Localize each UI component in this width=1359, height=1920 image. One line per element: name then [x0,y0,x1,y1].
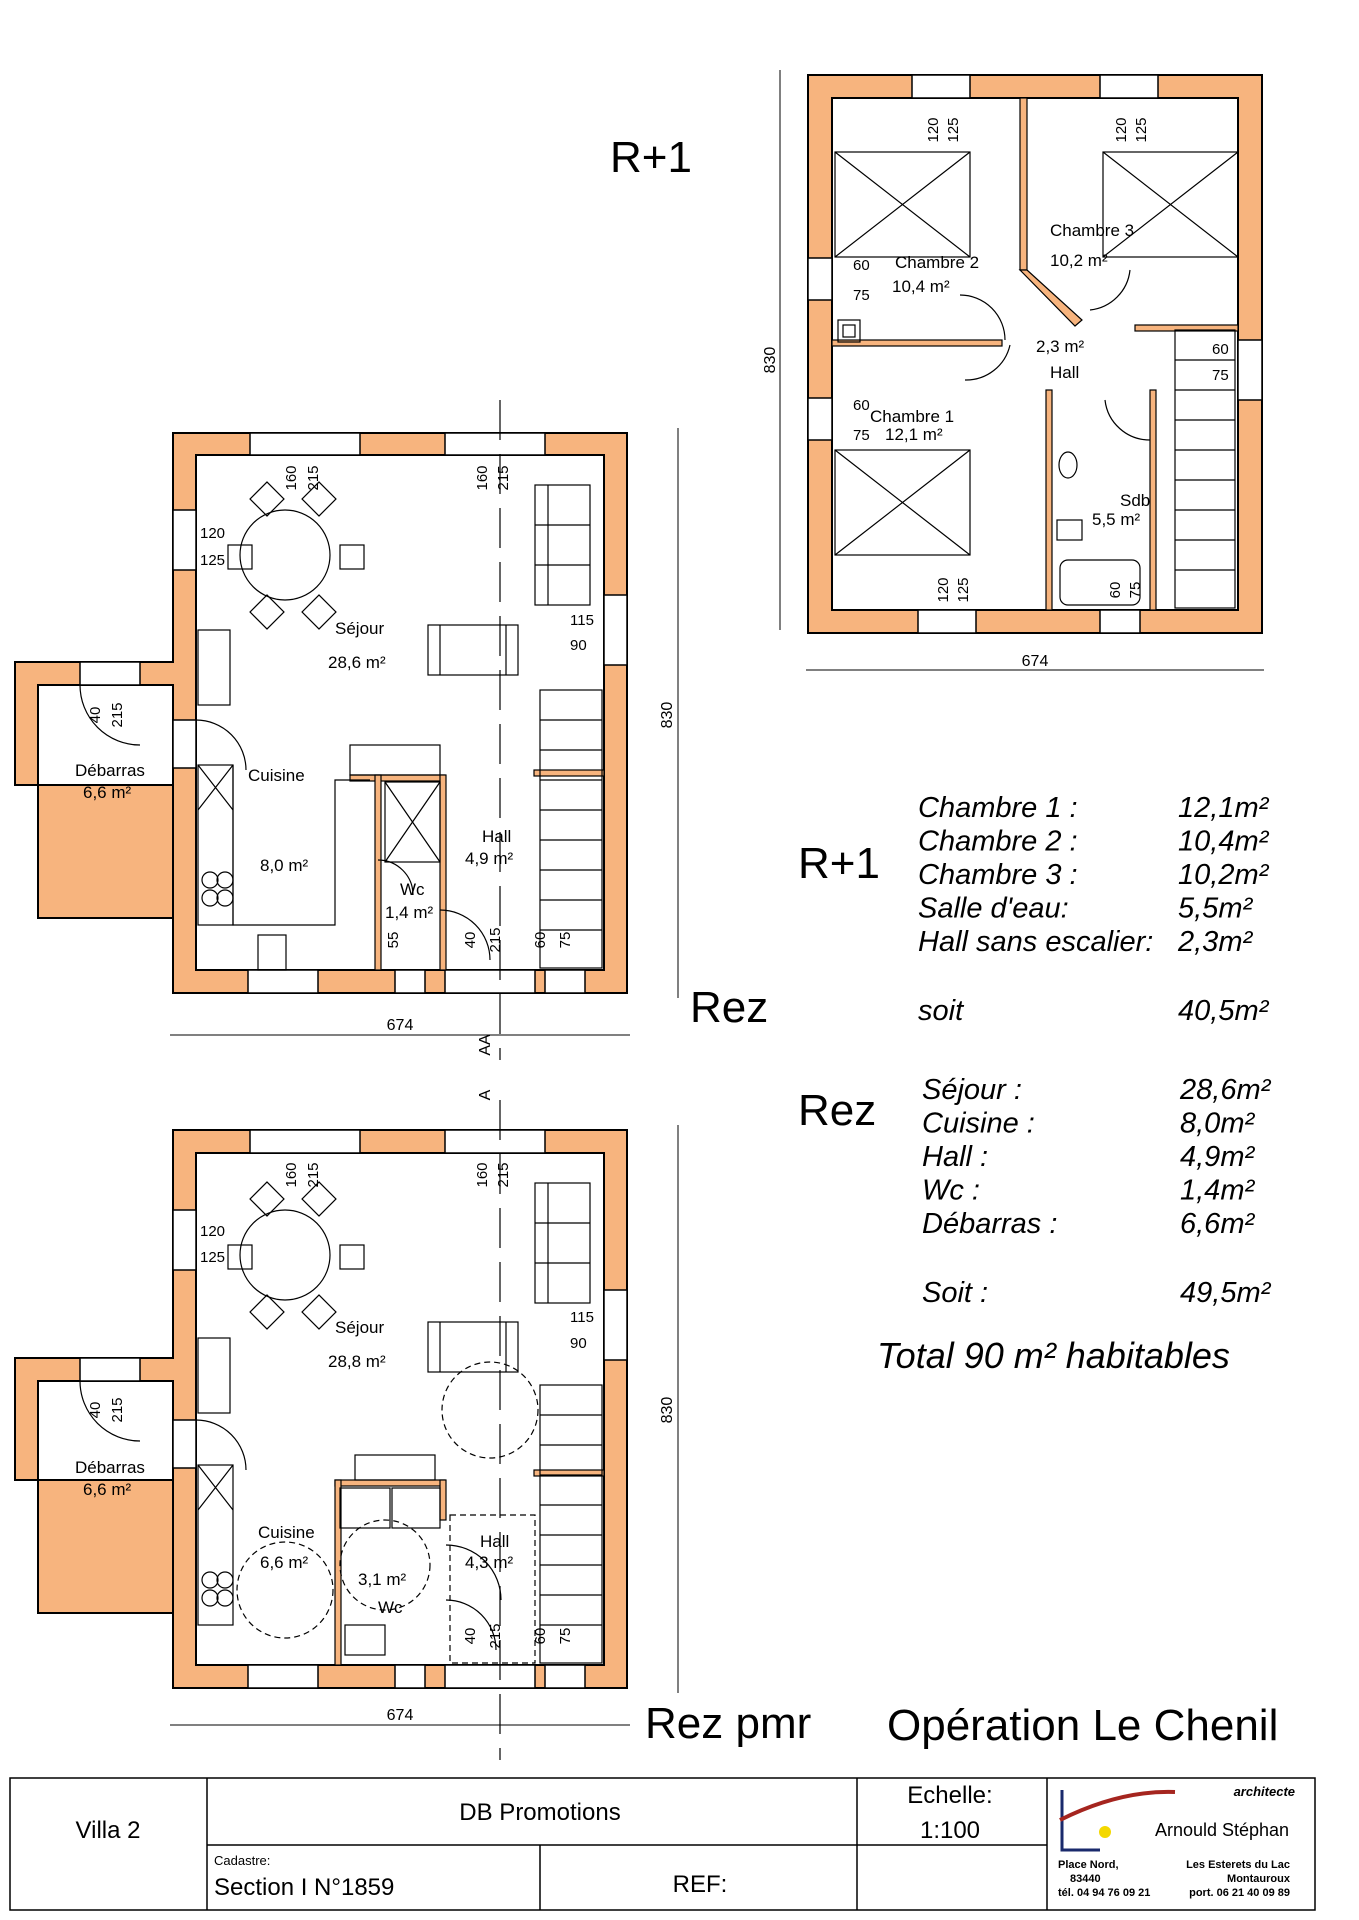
rezpmr-open-75: 75 [557,1627,574,1645]
area-summary [798,792,1278,1750]
tb-echelle-label: Echelle: [907,1782,993,1809]
r1-open-120a: 120 [925,117,942,143]
summary-r1-row-value: 10,2m² [1178,859,1269,891]
rezpmr-open-215b: 215 [495,1162,512,1188]
r1-room-hall-area: 2,3 m² [1036,337,1085,356]
rez-open-60: 60 [532,931,549,949]
rezpmr-room-hall-name: Hall [480,1532,510,1551]
r1-plan-title: R+1 [610,133,692,182]
r1-room-chambre3-name: Chambre 3 [1050,221,1135,240]
rezpmr-open-90a: 40 [87,1401,104,1419]
tb-addr-left-3: tél. 04 94 76 09 21 [1058,1887,1151,1899]
tb-addr-right-2: Montauroux [1227,1873,1290,1885]
summary-rez-row-key: Cuisine : [922,1107,1035,1140]
plan-rez [15,400,768,1060]
rez-open-125: 125 [200,552,226,569]
rez-dim-height: 830 [659,701,676,729]
tb-echelle-value: 1:100 [919,1817,981,1844]
rez-open-90a: 40 [87,706,104,724]
rez-open-215c: 215 [109,702,126,728]
r1-open-60a: 60 [853,257,870,274]
rez-room-wc-area: 1,4 m² [385,903,434,922]
rez-open-215d: 215 [487,927,504,953]
rezpmr-open-215a: 215 [305,1162,322,1188]
r1-open-60b: 60 [853,397,870,414]
summary-r1-row-value: 2,3m² [1178,926,1253,958]
summary-rez-total-label: Soit : [922,1277,989,1309]
summary-grand-total: Total 90 m² habitables [877,1335,1230,1376]
summary-rez-row-value: 8,0m² [1180,1107,1255,1140]
r1-open-75d: 75 [1127,581,1144,599]
rezpmr-room-sejour-name: Séjour [335,1318,385,1337]
tb-addr-left-2: 83440 [1070,1873,1101,1885]
rezpmr-room-wc-name: Wc [378,1598,403,1617]
rez-dim-width: 674 [386,1017,414,1034]
rezpmr-open-90b: 40 [462,1627,479,1645]
summary-r1-row-value: 12,1m² [1178,792,1269,824]
summary-r1-row-key: Salle d'eau: [918,892,1069,925]
rezpmr-room-sejour-area: 28,8 m² [328,1352,386,1371]
tb-villa: Villa 2 [75,1817,141,1844]
rezpmr-room-wc-area: 3,1 m² [358,1570,407,1589]
r1-room-chambre1-area: 12,1 m² [885,425,943,444]
summary-rez-row-key: Séjour : [922,1074,1022,1106]
section-mark-a: A [477,1089,494,1101]
r1-walls [808,75,1262,633]
rezpmr-dim-width: 674 [386,1707,414,1724]
plan-rezpmr [15,1089,811,1760]
rezpmr-room-hall-area: 4,3 m² [465,1553,514,1572]
title-block [10,1778,1315,1910]
rezpmr-room-cuisine-name: Cuisine [258,1523,315,1542]
rez-room-debarras-area: 6,6 m² [83,783,132,802]
rez-room-hall-area: 4,9 m² [465,849,514,868]
r1-room-chambre2-name: Chambre 2 [895,253,980,272]
summary-r1-row-value: 10,4m² [1178,825,1269,858]
r1-room-chambre1-name: Chambre 1 [870,407,955,426]
rez-room-cuisine-area: 8,0 m² [260,856,309,875]
rezpmr-open-125: 125 [200,1249,226,1266]
tb-ref-label: REF: [672,1871,728,1898]
rezpmr-room-debarras-area: 6,6 m² [83,1480,132,1499]
summary-rez-title: Rez [798,1086,877,1135]
rezpmr-open-115: 90 [570,1335,587,1352]
summary-rez-row-value: 4,9m² [1180,1141,1255,1173]
summary-r1-row-value: 5,5m² [1178,892,1253,925]
summary-rez-row-key: Wc : [922,1174,980,1207]
rez-open-160a: 160 [283,465,300,491]
summary-r1-title: R+1 [798,839,880,888]
tb-addr-right-1: Les Esterets du Lac [1186,1859,1290,1871]
summary-r1-row-key: Chambre 1 : [918,792,1078,824]
r1-open-60d: 60 [1107,581,1124,599]
r1-dim-height: 830 [762,346,779,374]
section-mark-aa: AA [477,1034,494,1056]
summary-r1-rows [918,792,1270,1027]
rezpmr-open-120: 120 [200,1223,226,1240]
rezpmr-open-60: 60 [532,1627,549,1645]
summary-rez-row-key: Débarras : [922,1208,1058,1240]
tb-addr-left-1: Place Nord, [1058,1859,1119,1871]
rezpmr-open-160b: 160 [474,1162,491,1188]
summary-r1-total-label: soit [918,995,964,1027]
summary-rez-row-value: 1,4m² [1180,1174,1255,1207]
rez-open-160b: 160 [474,465,491,491]
r1-room-chambre2-area: 10,4 m² [892,277,950,296]
r1-open-75a: 75 [853,287,870,304]
summary-r1-row-key: Hall sans escalier: [918,926,1154,958]
rez-open-215a: 215 [305,465,322,491]
tb-section: Section I N°1859 [214,1874,395,1901]
rezpmr-dim-height: 830 [659,1396,676,1424]
rez-open-100: 115 [570,612,594,629]
rezpmr-room-debarras-name: Débarras [75,1458,145,1477]
r1-open-75c: 75 [1212,367,1229,384]
rez-plan-title: Rez [690,983,769,1032]
r1-open-120b: 120 [1113,117,1130,143]
rez-open-75: 75 [557,931,574,949]
summary-rez-rows [922,1074,1272,1309]
tb-addr-right-3: port. 06 21 40 09 89 [1189,1887,1290,1899]
rezpmr-room-cuisine-area: 6,6 m² [260,1553,309,1572]
r1-open-125a: 125 [945,117,962,143]
rez-room-hall-name: Hall [482,827,512,846]
rez-room-cuisine-name: Cuisine [248,766,305,785]
r1-room-chambre3-area: 10,2 m² [1050,251,1108,270]
summary-r1-row-key: Chambre 3 : [918,859,1078,891]
plan-r1 [610,70,1264,670]
rez-open-120: 120 [200,525,226,542]
rezpmr-open-160a: 160 [283,1162,300,1188]
r1-open-60c: 60 [1212,341,1229,358]
r1-open-75b: 75 [853,427,870,444]
rezpmr-open-215c: 215 [109,1397,126,1423]
r1-open-120c: 120 [935,577,952,603]
rez-open-115: 90 [570,637,587,654]
summary-rez-row-value: 6,6m² [1180,1208,1255,1240]
summary-rez-row-value: 28,6m² [1180,1074,1271,1106]
rez-room-debarras-name: Débarras [75,761,145,780]
rez-room-wc-name: Wc [400,880,425,899]
r1-dim-width: 674 [1021,653,1049,670]
r1-room-sdb-name: Sdb [1120,491,1151,510]
r1-room-sdb-area: 5,5 m² [1092,510,1141,529]
tb-architect-tag: architecte [1233,1784,1295,1799]
rez-room-sejour-area: 28,6 m² [328,653,386,672]
rezpmr-open-100: 115 [570,1309,594,1326]
tb-client: DB Promotions [459,1799,621,1826]
tb-architect-name: Arnould Stéphan [1154,1820,1290,1840]
rez-open-90b: 40 [462,931,479,949]
operation-title: Opération Le Chenil [887,1701,1279,1750]
rez-open-40: 55 [385,931,402,949]
summary-r1-row-key: Chambre 2 : [918,825,1078,858]
summary-rez-row-key: Hall : [922,1141,989,1173]
rezpmr-plan-title: Rez pmr [645,1699,812,1748]
rez-open-215b: 215 [495,465,512,491]
summary-r1-total-value: 40,5m² [1178,995,1269,1027]
rezpmr-open-215d: 215 [487,1623,504,1649]
rez-room-sejour-name: Séjour [335,619,385,638]
r1-open-125c: 125 [955,577,972,603]
tb-cadastre-label: Cadastre: [214,1853,271,1868]
r1-open-125b: 125 [1133,117,1150,143]
r1-room-hall-name: Hall [1050,363,1080,382]
summary-rez-total-value: 49,5m² [1180,1277,1271,1309]
